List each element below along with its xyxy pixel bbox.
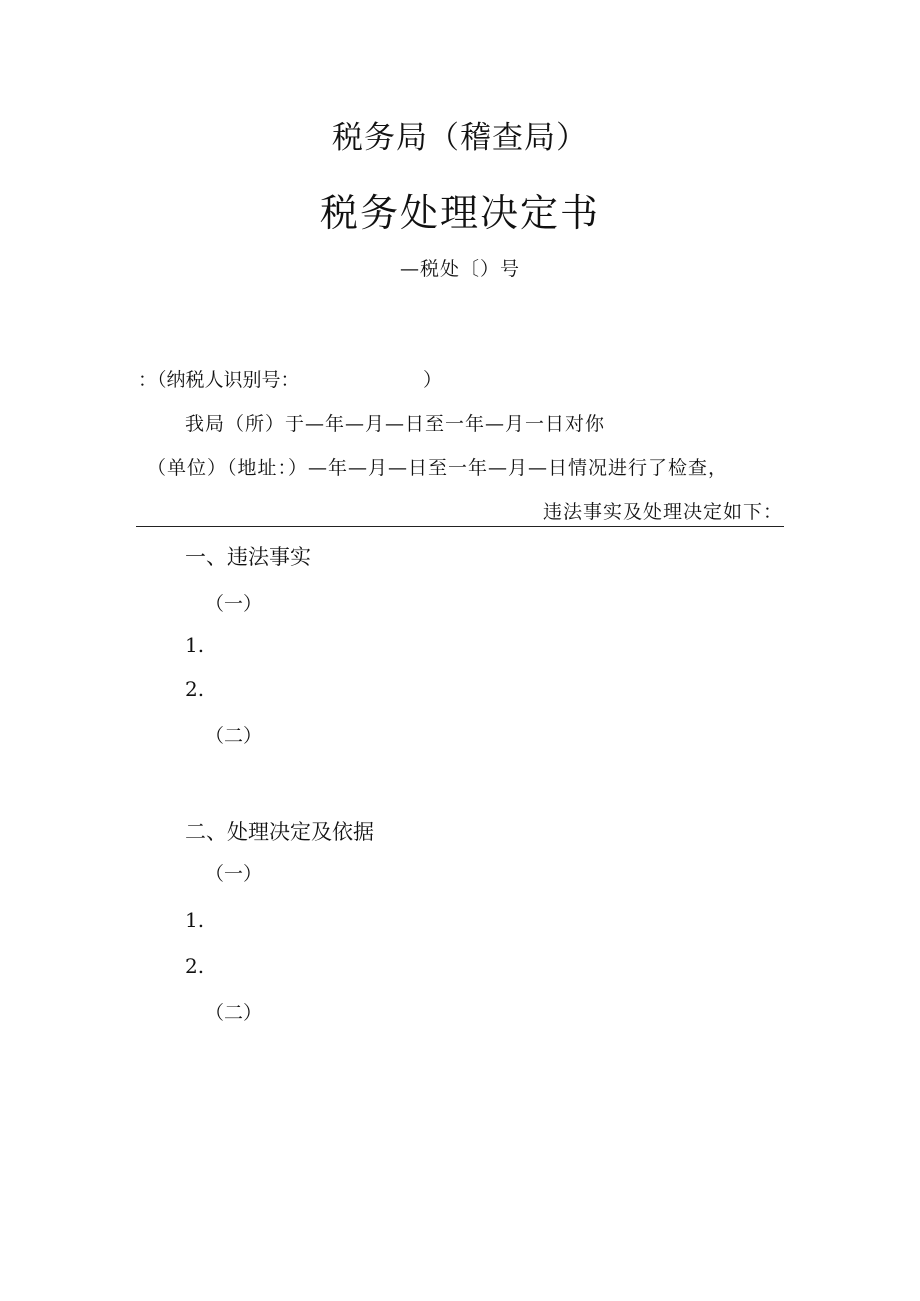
body-paragraph-line-1: 我局（所）于—年—月—日至一年—月一日对你: [185, 413, 606, 435]
section-heading-decision: 二、处理决定及依据: [185, 820, 374, 844]
section-heading-violations: 一、违法事实: [185, 545, 311, 569]
document-number: —税处〔）号: [399, 258, 520, 280]
list-item-number: 1.: [185, 633, 205, 657]
recipient-line: ：（纳税人识别号： ）: [138, 369, 443, 391]
document-title: 税务处理决定书: [319, 191, 600, 235]
body-paragraph-line-2: （单位）（地址：）—年—月—日至一年—月—日情况进行了检查，: [147, 457, 729, 479]
list-item-number: 1.: [185, 908, 205, 932]
subsection-label: （二）: [205, 1002, 263, 1024]
subsection-label: （一）: [205, 863, 263, 885]
subsection-label: （一）: [205, 593, 263, 615]
subsection-label: （二）: [205, 725, 263, 747]
list-item-number: 2.: [185, 954, 205, 978]
body-paragraph-line-3: 违法事实及处理决定如下：: [542, 501, 783, 523]
list-item-number: 2.: [185, 677, 205, 701]
horizontal-rule: [136, 526, 784, 527]
issuing-authority: 税务局（稽查局）: [332, 120, 588, 156]
